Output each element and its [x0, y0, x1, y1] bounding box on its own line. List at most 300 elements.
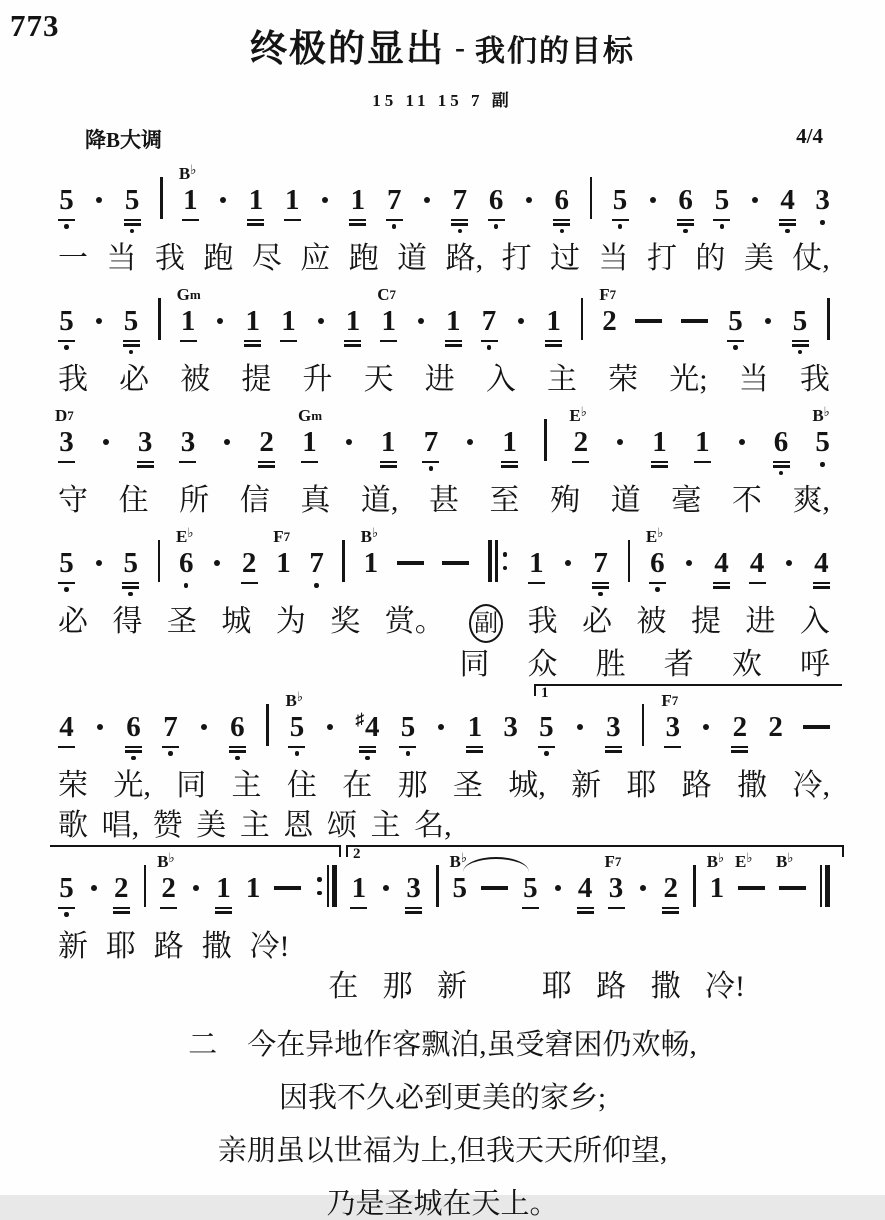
lyric-syllable: 主	[239, 809, 270, 842]
note-number: 3	[608, 872, 624, 904]
music-line-2	[0, 277, 885, 398]
underline	[137, 465, 154, 467]
token-d	[320, 183, 330, 237]
lyric-syllable: 新	[571, 769, 602, 802]
glyph	[615, 425, 625, 459]
token-b	[160, 183, 163, 237]
low-octave-dot	[798, 350, 803, 355]
token-n	[273, 527, 291, 600]
underline	[241, 582, 258, 584]
lyric-syllable: 至	[489, 484, 520, 517]
augmentation-dot	[193, 885, 199, 891]
augmentation-dot	[418, 318, 424, 324]
token-d	[465, 425, 475, 479]
underline	[137, 461, 154, 463]
note-number: 2	[161, 872, 176, 904]
underline	[451, 223, 468, 225]
lyric-syllable: 撒	[201, 930, 232, 963]
token-n	[55, 406, 75, 479]
glyph	[602, 304, 617, 338]
note-number: 5	[539, 711, 554, 743]
glyph	[352, 871, 367, 905]
chord-label: F7	[604, 852, 622, 871]
note-number: 4	[780, 184, 795, 216]
underline	[779, 223, 796, 225]
glyph	[593, 546, 608, 580]
token-n	[399, 710, 416, 764]
barline	[581, 298, 584, 340]
barline	[144, 865, 147, 907]
token-d	[199, 710, 209, 764]
lyric-syllable: 美	[743, 242, 774, 275]
token-d	[575, 710, 585, 764]
chord-modifier: ♭	[296, 689, 303, 704]
glyph	[784, 546, 794, 580]
lyric-syllable: 被	[636, 605, 667, 638]
note-number: 2	[732, 711, 748, 743]
duration-octave-marks	[605, 744, 622, 764]
glyph	[737, 425, 747, 459]
low-octave-dot	[544, 751, 549, 756]
glyph	[59, 871, 74, 905]
underline	[113, 907, 130, 909]
token-n	[58, 304, 75, 358]
underline	[577, 911, 594, 913]
token-n	[380, 425, 397, 479]
key-signature: 降B大调	[85, 128, 163, 152]
glyph	[468, 710, 483, 744]
duration-octave-marks	[713, 580, 730, 600]
underline	[58, 582, 75, 584]
underline	[792, 344, 809, 346]
glyph	[488, 546, 509, 580]
barline	[342, 540, 345, 582]
low-octave-dot	[820, 220, 825, 225]
glyph	[446, 304, 461, 338]
underline	[605, 746, 622, 748]
underline	[58, 461, 75, 463]
note-number: 2	[573, 426, 589, 458]
volta-bracket	[50, 845, 341, 857]
underline	[113, 911, 130, 913]
token-n	[284, 183, 301, 237]
note-number: 1	[245, 872, 261, 904]
underline	[677, 219, 694, 221]
token-n	[344, 304, 361, 358]
augmentation-dot	[97, 724, 103, 730]
note-number: 7	[593, 547, 608, 579]
underline	[592, 586, 609, 588]
glyph	[613, 183, 628, 217]
lyric-syllable: 我	[799, 363, 830, 396]
token-n	[813, 546, 830, 600]
duration-octave-marks	[349, 217, 366, 237]
lyric-syllable	[491, 969, 517, 1005]
lyric-syllable: 撒	[737, 769, 768, 802]
title-dash: -	[455, 31, 465, 64]
token-n	[280, 304, 297, 358]
token-n	[815, 183, 830, 237]
glyph	[266, 710, 269, 744]
underline	[651, 461, 668, 463]
note-number: 3	[503, 711, 518, 743]
token-n	[553, 183, 570, 237]
bar	[825, 865, 830, 907]
glyph	[160, 183, 163, 217]
token-n	[713, 546, 730, 600]
token-b	[827, 304, 830, 358]
duration-octave-marks	[773, 459, 790, 479]
glyph	[606, 710, 621, 744]
lyric-syllable: 路	[681, 769, 712, 802]
chord-label: Gm	[297, 406, 323, 425]
token-n	[297, 406, 323, 479]
token-n	[405, 871, 422, 925]
glyph	[276, 546, 291, 580]
token-d	[553, 871, 563, 925]
dot	[503, 566, 508, 571]
glyph	[59, 304, 74, 338]
glyph	[158, 304, 161, 338]
lyric-syllable: 冷!	[705, 970, 746, 1003]
augmentation-dot	[765, 318, 771, 324]
augmentation-dot	[322, 197, 328, 203]
low-octave-dot	[820, 462, 825, 467]
underline	[577, 907, 594, 909]
barline	[827, 298, 830, 340]
lyric-syllable: 美	[196, 809, 227, 842]
token-d	[784, 546, 794, 600]
notes-row	[58, 156, 830, 237]
duration-octave-marks	[664, 744, 681, 764]
duration-octave-marks	[58, 217, 75, 237]
barline	[436, 865, 439, 907]
token-n	[58, 710, 75, 764]
note-number: 1	[546, 305, 561, 337]
chord-label: F7	[661, 691, 679, 710]
token-n	[422, 425, 439, 479]
token-n	[229, 710, 246, 764]
note-number: 5	[523, 872, 538, 904]
token-n	[309, 546, 324, 600]
verse-2-text: 今在异地作客飘泊,虽受窘困仍欢畅,	[247, 1029, 697, 1061]
duration-octave-marks	[749, 580, 766, 600]
lyric-syllable: 那	[397, 769, 428, 802]
lyric-syllable: 奖	[330, 605, 361, 638]
glyph	[218, 183, 228, 217]
underline	[122, 586, 139, 588]
note-number: 5	[452, 872, 468, 904]
music-line-5	[0, 683, 885, 844]
glyph	[575, 710, 585, 744]
lyrics-row	[58, 483, 830, 519]
lyric-syllable: 必	[119, 363, 150, 396]
augmentation-dot	[703, 724, 709, 730]
glyph	[59, 546, 74, 580]
augmentation-dot	[617, 439, 623, 445]
note-number: 4	[59, 711, 74, 743]
token-n	[58, 546, 75, 600]
token-n	[503, 710, 518, 764]
note-number: 3	[406, 872, 421, 904]
token-n	[360, 525, 379, 600]
underline	[572, 461, 589, 463]
note-number: 7	[452, 184, 468, 216]
barline	[158, 540, 161, 582]
underline	[773, 461, 790, 463]
lyric-syllable: 主	[370, 809, 401, 842]
glyph	[302, 425, 317, 459]
glyph	[94, 304, 104, 338]
bar	[820, 865, 822, 907]
duration-octave-marks	[522, 905, 539, 925]
lyric-syllable: 主	[231, 769, 262, 802]
barline	[693, 865, 696, 907]
low-octave-dot	[314, 583, 319, 588]
note-number: 2	[663, 872, 679, 904]
glyph	[125, 183, 140, 217]
underline	[405, 911, 422, 913]
token-b	[693, 871, 696, 925]
glyph	[59, 183, 74, 217]
glyph	[814, 546, 829, 580]
chord-label: F7	[273, 527, 291, 546]
lyric-syllable: 道	[397, 242, 428, 275]
lyric-syllable: 打	[501, 242, 532, 275]
lyric-syllable: 在	[342, 769, 373, 802]
underline	[792, 340, 809, 342]
glyph	[158, 546, 161, 580]
token-n	[694, 425, 711, 479]
augmentation-dot	[424, 197, 430, 203]
token-n	[599, 285, 617, 358]
duration-octave-marks	[229, 744, 246, 764]
underline	[649, 582, 666, 584]
augmentation-dot	[438, 724, 444, 730]
token-n	[522, 871, 539, 925]
note-number: 5	[59, 872, 74, 904]
glyph	[163, 710, 178, 744]
token-n	[677, 183, 694, 237]
glyph	[544, 425, 547, 459]
augmentation-dot	[640, 885, 646, 891]
verse-2-line: 亲朋虽以世福为上,但我天天所仰望,	[217, 1135, 668, 1167]
low-octave-dot	[64, 345, 69, 350]
duration-dash	[442, 561, 469, 564]
low-octave-dot	[655, 587, 660, 592]
token-n	[247, 183, 264, 237]
glyph	[681, 304, 708, 338]
token-d	[648, 183, 658, 237]
glyph	[442, 546, 469, 580]
glyph	[144, 871, 147, 905]
underline	[244, 344, 261, 346]
underline	[229, 750, 246, 752]
underline	[813, 582, 830, 584]
lyric-syllable: 荣	[608, 363, 639, 396]
duration-octave-marks	[662, 905, 679, 925]
underline	[749, 582, 766, 584]
glyph	[309, 546, 324, 580]
token-b	[590, 183, 593, 237]
lyric-syllable: 一	[58, 242, 88, 275]
note-number: 6	[488, 184, 504, 216]
augmentation-dot	[103, 439, 109, 445]
token-n	[713, 183, 730, 237]
augmentation-dot	[318, 318, 324, 324]
lyrics-row	[58, 241, 830, 277]
glyph	[529, 546, 544, 580]
note-number: 1	[180, 305, 196, 337]
token-d	[416, 304, 426, 358]
chord-label: E♭	[569, 404, 587, 425]
chord-modifier: 7	[283, 529, 291, 544]
low-octave-dot	[560, 229, 565, 234]
underline	[466, 750, 483, 752]
token--	[442, 546, 469, 600]
lyric-syllable: 真	[300, 484, 331, 517]
low-octave-dot	[130, 229, 135, 234]
token-d	[94, 183, 104, 237]
note-number: 7	[163, 711, 178, 743]
duration-octave-marks	[180, 338, 197, 358]
lyric-syllable: 信	[239, 484, 270, 517]
duration-octave-marks	[677, 217, 694, 237]
duration-octave-marks	[284, 217, 301, 237]
duration-octave-marks	[608, 905, 625, 925]
token-n	[545, 304, 562, 358]
note-number: 1	[351, 872, 367, 904]
lyric-syllable: 跑	[348, 242, 379, 275]
token-n	[449, 850, 468, 925]
token-n	[773, 425, 790, 479]
glyph	[738, 871, 765, 905]
token-n	[124, 183, 141, 237]
duration-octave-marks	[727, 338, 744, 358]
glyph	[820, 871, 830, 905]
underline	[731, 750, 748, 752]
glyph	[249, 183, 264, 217]
token-n	[386, 183, 403, 237]
duration-octave-marks	[451, 217, 468, 237]
low-octave-dot	[429, 466, 434, 471]
verse-2-line: 因我不久必到更美的家乡;	[278, 1082, 607, 1114]
token-n	[661, 691, 681, 764]
augmentation-dot	[739, 439, 745, 445]
lyric-syllable: 名,	[414, 809, 452, 842]
lyric-syllable: 应	[300, 242, 331, 275]
duration-octave-marks	[244, 338, 261, 358]
lyric-syllable: 撒	[650, 970, 681, 1003]
augmentation-dot	[91, 885, 97, 891]
token-n	[285, 689, 305, 764]
lyric-syllable: 守	[58, 484, 88, 517]
duration-octave-marks	[113, 905, 130, 925]
chord-modifier: ♭	[746, 850, 753, 865]
token-n	[645, 525, 666, 600]
glyph	[216, 871, 231, 905]
token-b	[544, 425, 547, 479]
chord-modifier: ♭	[190, 162, 197, 177]
augmentation-dot	[96, 318, 102, 324]
augmentation-dot	[96, 197, 102, 203]
low-octave-dot	[494, 224, 499, 229]
note-number: 4	[577, 872, 593, 904]
glyph	[465, 425, 475, 459]
lyric-syllable: 众	[527, 648, 558, 681]
verse-2-number: 二	[188, 1029, 218, 1061]
glyph	[693, 871, 696, 905]
repeat-colon	[503, 552, 508, 570]
chord-label: B♭	[178, 162, 197, 183]
duration-dash	[397, 561, 424, 564]
glyph	[555, 183, 570, 217]
glyph	[114, 871, 129, 905]
glyph	[95, 710, 105, 744]
lyric-syllable: 进	[745, 605, 776, 638]
note-number: 1	[345, 305, 361, 337]
underline	[677, 223, 694, 225]
augmentation-dot	[201, 724, 207, 730]
glyph	[453, 871, 468, 905]
token-n	[604, 852, 625, 925]
token-n	[377, 285, 397, 358]
underline	[481, 340, 498, 342]
glyph	[181, 425, 196, 459]
underline	[380, 340, 397, 342]
lyric-syllable: 被	[180, 363, 211, 396]
note-number: 5	[792, 305, 808, 337]
lyric-syllable: 欢	[731, 648, 762, 681]
note-number: 1	[467, 711, 483, 743]
verse-2-line: 乃是圣城在天上。	[326, 1188, 559, 1220]
underline	[359, 746, 376, 748]
token-b	[628, 546, 631, 600]
duration-octave-marks	[577, 905, 594, 925]
lyric-syllable: 天	[363, 363, 394, 396]
token--	[803, 710, 830, 764]
glyph	[516, 304, 526, 338]
token-n	[501, 425, 518, 479]
underline	[123, 340, 140, 342]
note-number: 4	[714, 547, 729, 579]
glyph	[666, 710, 681, 744]
underline	[258, 461, 275, 463]
token-n	[727, 304, 744, 358]
underline	[162, 746, 179, 748]
duration-octave-marks	[58, 459, 75, 479]
lyric-syllable: 路	[153, 930, 184, 963]
glyph	[124, 304, 139, 338]
token-b	[266, 710, 269, 764]
low-octave-dot	[295, 751, 300, 756]
chord-label: E♭	[645, 525, 664, 546]
token-n	[258, 425, 275, 479]
chord-modifier: 7	[67, 408, 74, 423]
underline	[301, 461, 318, 463]
note-number: 1	[381, 305, 396, 337]
duration-octave-marks	[820, 459, 825, 479]
lyric-syllable: 甚	[428, 484, 459, 517]
lyric-syllable: 赏。	[384, 605, 445, 638]
token-d	[750, 183, 760, 237]
underline	[215, 907, 232, 909]
glyph	[524, 183, 534, 217]
note-number: 1	[248, 184, 264, 216]
glyph	[281, 304, 296, 338]
low-octave-dot	[64, 587, 69, 592]
underline	[422, 461, 439, 463]
